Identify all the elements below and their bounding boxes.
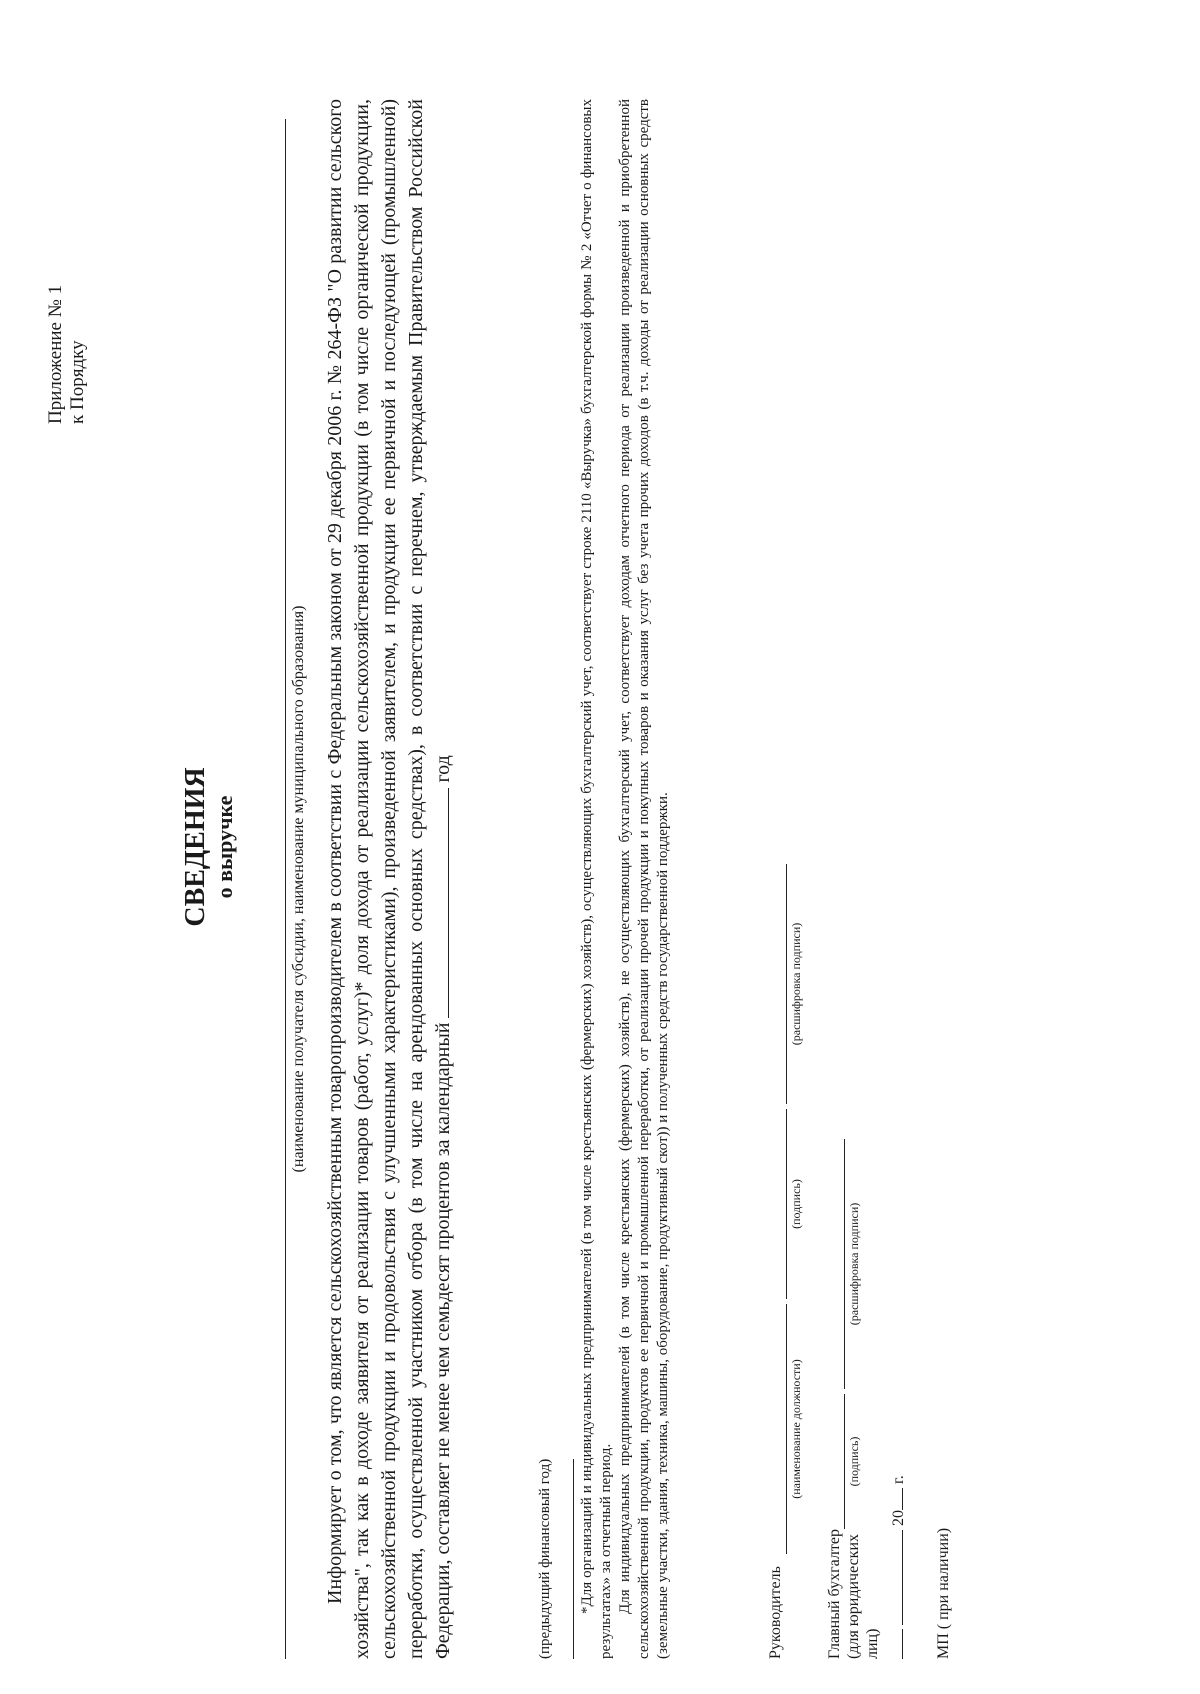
accountant-decode-caption: (расшифровка подписи) <box>847 1202 861 1326</box>
day-blank <box>888 1629 903 1659</box>
document-title: СВЕДЕНИЯ <box>180 767 211 927</box>
head-label: Руководитель <box>767 1566 784 1659</box>
accountant-signature-line <box>844 1394 845 1529</box>
accountant-signature-caption: (подпись) <box>847 1436 861 1487</box>
footnote-paragraph-2: Для индивидуальных предпринимателей (в том числе крестьянских (фермерских) хозяйств), не осуществляющих бухгалтерский учет, соответствует доходам отчетного периода от реализации произведенной и приобретенной сельскохозяйственной продукции, продуктов ее первичной и промышленной переработки, от реализации прочей продукции и покупных товаров и оказания услуг без учета прочих доходов (в т.ч. доходы от реализации основных средств (земельные участки, здания, техника, машины, оборудование, продуктивный скот)) и полученных средств государственной поддержки. <box>617 99 671 1659</box>
head-position-caption: (наименование должности) <box>789 1359 803 1499</box>
head-decode-line <box>786 864 787 1104</box>
month-blank <box>888 1530 903 1625</box>
year-word: год <box>432 755 454 783</box>
accountant-note: (для юридических лиц) <box>845 1533 881 1659</box>
head-signature-line <box>786 1109 787 1299</box>
date-line <box>888 1475 908 1659</box>
recipient-caption: (наименование получателя субсидии, наименование муниципального образования) <box>290 605 307 1173</box>
year-suffix-blank <box>888 1488 903 1510</box>
footnote <box>578 99 673 1659</box>
appendix-reference <box>45 124 89 424</box>
footnote-paragraph-1: *Для организаций и индивидуальных предпринимателей (в том числе крестьянских (фермерских) хозяйств), осуществляющих бухгалтерский учет, соответствует строке 2110 «Выручка» бухгалтерской формы № 2 «Отчет о финансовых результатах» за отчетный период. <box>579 99 614 1659</box>
footnote-separator <box>573 1459 574 1659</box>
head-position-line <box>786 1304 787 1554</box>
body-text: Информирует о том, что является сельскохозяйственным товаропроизводителем в соответствии с Федеральным законом от 29 декабря 2006 г. № 264-ФЗ "О развитии сельского хозяйства", так как в доходе заявителя от реализации товаров (работ, услуг)* доля дохода от реализации сельскохозяйственной продукции (в том числе органической продукции, сельскохозяйственной продукции и продовольствия с улучшенными характеристиками), произведенной заявителем, и продукции ее первичной и последующей (промышленной) переработки, осуществленной участником отбора (в том числе на арендованных основных средствах), в соответствии с перечнем, утверждаемым Правительством Российской Федерации, составляет не менее чем семьдесят процентов за календарный <box>324 99 454 1659</box>
appendix-order: к Порядку <box>67 340 88 424</box>
date-century: 20 <box>890 1510 907 1526</box>
accountant-title: Главный бухгалтер <box>826 1529 843 1659</box>
seal-note: МП ( при наличии) <box>935 1527 952 1659</box>
body-paragraph <box>322 99 457 1659</box>
recipient-blank-line <box>285 119 286 1659</box>
date-suffix: г. <box>890 1475 907 1484</box>
document-subtitle: о выручке <box>212 795 237 899</box>
appendix-number: Приложение № 1 <box>45 284 66 424</box>
previous-year-caption: (предыдущий финансовый год) <box>537 1458 553 1659</box>
head-signature-caption: (подпись) <box>789 1179 803 1229</box>
accountant-decode-line <box>844 1139 845 1389</box>
accountant-label <box>825 1529 882 1659</box>
head-decode-caption: (расшифровка подписи) <box>789 922 803 1046</box>
year-blank <box>434 788 449 1018</box>
